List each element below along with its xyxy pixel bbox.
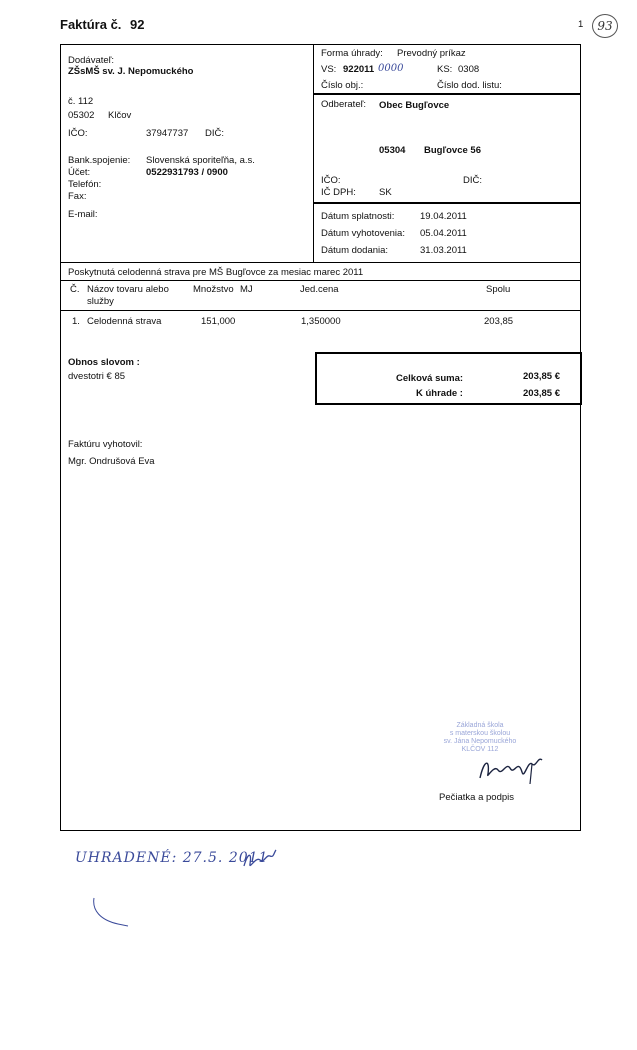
- page-annotation: 93: [592, 14, 618, 38]
- supplier-account-label: Účet:: [68, 167, 91, 178]
- supplier-city: Klčov: [108, 110, 132, 121]
- supplier-phone-label: Telefón:: [68, 179, 102, 190]
- col-header-unit: MJ: [240, 284, 253, 295]
- col-header-no: Č.: [70, 284, 80, 295]
- col-header-name-2: služby: [87, 296, 114, 307]
- row-qty: 151,000: [201, 316, 236, 327]
- total-sum-label: Celková suma:: [396, 373, 464, 384]
- customer-address: Bugľovce 56: [424, 145, 481, 156]
- supplier-dic-label: DIČ:: [205, 128, 224, 139]
- delivery-date-label: Dátum dodania:: [321, 245, 389, 256]
- issuer-label: Faktúru vyhotovil:: [68, 439, 143, 450]
- col-header-total: Spolu: [486, 284, 511, 295]
- invoice-title: Faktúra č.: [60, 17, 122, 32]
- to-pay-label: K úhrade :: [416, 388, 463, 399]
- stamp-line-2: s materskou školou: [449, 730, 511, 737]
- row-total: 203,85: [484, 316, 514, 327]
- supplier-street: č. 112: [68, 96, 94, 107]
- due-date-value: 19.04.2011: [420, 211, 467, 222]
- issue-date-value: 05.04.2011: [420, 228, 467, 239]
- supplier-ico-value: 37947737: [146, 128, 189, 139]
- issuer-name: Mgr. Ondrušová Eva: [68, 456, 155, 467]
- signature-scribble: [472, 750, 552, 786]
- col-header-name: Názov tovaru alebo: [87, 284, 169, 295]
- supplier-postcode: 05302: [68, 110, 95, 121]
- supplier-email-label: E-mail:: [68, 209, 98, 220]
- supplier-fax-label: Fax:: [68, 191, 87, 202]
- invoice-number: 92: [130, 17, 145, 32]
- stamp-line-3: sv. Jána Nepomuckého: [443, 738, 517, 745]
- row-unit-price: 1,350000: [301, 316, 341, 327]
- delivery-note-label: Číslo dod. listu:: [437, 80, 502, 91]
- customer-icdph-value: SK: [379, 187, 392, 198]
- to-pay-value: 203,85 €: [523, 388, 560, 399]
- supplier-ico-label: IČO:: [68, 128, 88, 139]
- customer-dic-label: DIČ:: [463, 175, 482, 186]
- vs-label: VS:: [321, 64, 337, 75]
- supplier-bank-label: Bank.spojenie:: [68, 155, 131, 166]
- customer-postcode: 05304: [379, 145, 406, 156]
- ks-label: KS:: [437, 64, 453, 75]
- col-header-unit-price: Jed.cena: [300, 284, 339, 295]
- supplier-label: Dodávateľ:: [68, 55, 115, 66]
- payment-form-label: Forma úhrady:: [321, 48, 383, 59]
- supplier-account-value: 0522931793 / 0900: [146, 167, 228, 178]
- row-no: 1.: [72, 316, 80, 327]
- payment-form-value: Prevodný príkaz: [397, 48, 466, 59]
- customer-name: Obec Bugľovce: [379, 100, 450, 111]
- row-name: Celodenná strava: [87, 316, 162, 327]
- due-date-label: Dátum splatnosti:: [321, 211, 395, 222]
- vs-handwritten: 0000: [378, 63, 404, 74]
- customer-ico-label: IČO:: [321, 175, 341, 186]
- paid-note: UHRADENÉ: 27.5. 2011: [75, 850, 269, 866]
- customer-label: Odberateľ:: [321, 99, 367, 110]
- signature-label: Pečiatka a podpis: [439, 792, 514, 803]
- handwritten-mark: [88, 896, 138, 930]
- stamp-line-1: Základná škola: [456, 722, 504, 729]
- amount-words-value: dvestotri € 85: [68, 371, 126, 382]
- total-sum-value: 203,85 €: [523, 371, 560, 382]
- issue-date-label: Dátum vyhotovenia:: [321, 228, 405, 239]
- supplier-bank-value: Slovenská sporiteľňa, a.s.: [146, 155, 255, 166]
- order-number-label: Číslo obj.:: [321, 80, 364, 91]
- ks-value: 0308: [458, 64, 480, 75]
- paid-note-initials: [240, 848, 280, 872]
- vs-value: 922011: [343, 64, 375, 75]
- supplier-name: ZŠsMŠ sv. J. Nepomuckého: [68, 66, 194, 77]
- invoice-frame: [60, 44, 581, 831]
- col-header-qty: Množstvo: [193, 284, 234, 295]
- customer-icdph-label: IČ DPH:: [321, 187, 356, 198]
- delivery-date-value: 31.03.2011: [420, 245, 467, 256]
- page-number: 1: [578, 19, 584, 30]
- amount-words-label: Obnos slovom :: [68, 357, 140, 368]
- stamp-line-4: KLČOV 112: [461, 746, 499, 753]
- invoice-description: Poskytnutá celodenná strava pre MŠ Bugľovce za mesiac marec 2011: [68, 267, 364, 278]
